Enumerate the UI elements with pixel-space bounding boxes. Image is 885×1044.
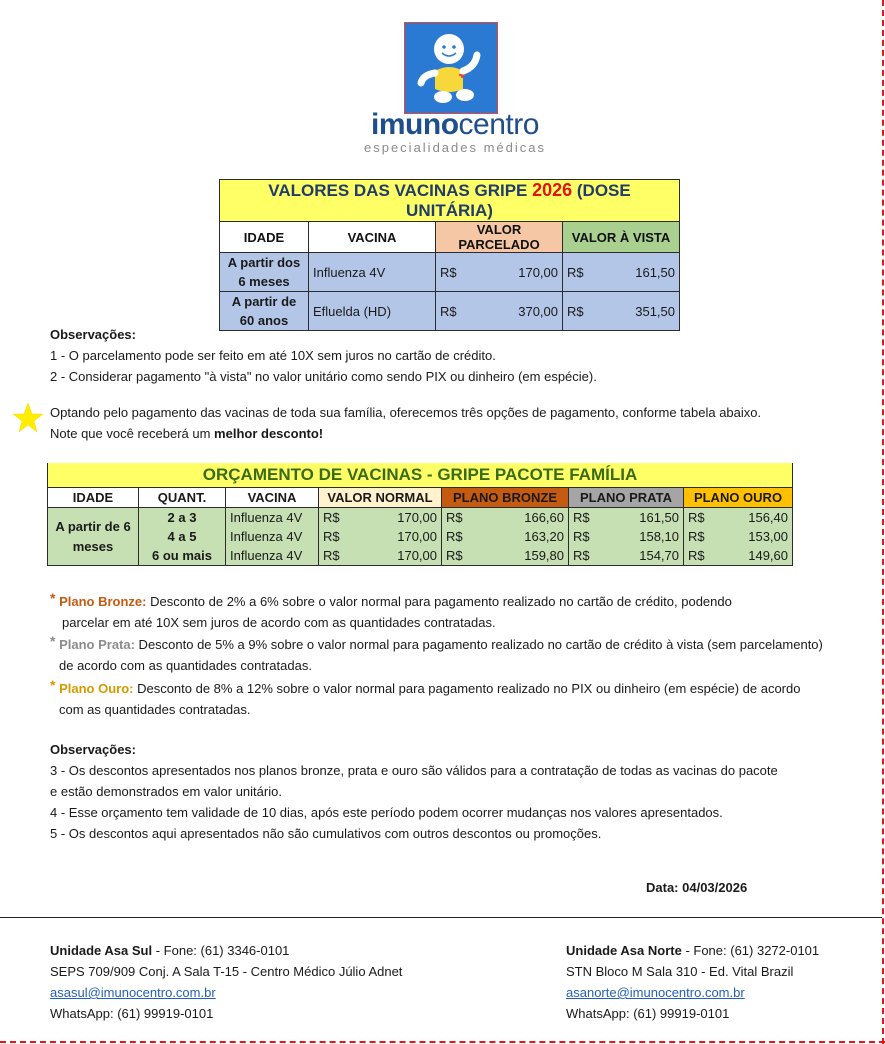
prata-cell (569, 527, 684, 546)
header-vacina: VACINA (309, 222, 436, 253)
observation-item: e estão demonstrados em valor unitário. (50, 784, 282, 799)
vista-cell (563, 253, 680, 292)
package-price-table (47, 463, 793, 566)
title-prefix: VALORES DAS VACINAS GRIPE (268, 181, 533, 200)
header-plano-prata: PLANO PRATA (569, 488, 684, 508)
header-vacina: VACINA (226, 488, 319, 508)
header-plano-bronze: PLANO BRONZE (442, 488, 569, 508)
amount: 170,00 (397, 529, 437, 544)
observations-title: Observações: (50, 742, 136, 757)
amount: 149,60 (748, 548, 788, 563)
amount: 170,00 (518, 264, 558, 280)
amount: 163,20 (524, 529, 564, 544)
normal-cell (319, 546, 442, 566)
currency: R$ (446, 510, 463, 525)
currency: R$ (567, 303, 584, 319)
normal-cell (319, 508, 442, 528)
asterisk-icon: * (50, 677, 56, 693)
ouro-cell (684, 546, 793, 566)
bronze-cell (442, 527, 569, 546)
plan-ouro-note (50, 678, 800, 720)
header-valor-normal: VALOR NORMAL (319, 488, 442, 508)
amount: 161,50 (639, 510, 679, 525)
currency: R$ (446, 548, 463, 563)
observation-item: 4 - Esse orçamento tem validade de 10 dias, após este período podem ocorrer mudanças nos valores apresentados. (50, 805, 723, 820)
vaccine-cell: Efluelda (HD) (309, 292, 436, 331)
family-note-line2 (50, 423, 761, 444)
normal-cell (319, 527, 442, 546)
star-icon (12, 402, 44, 434)
asterisk-icon: * (50, 590, 56, 606)
age-cell: A partir de 60 anos (220, 292, 309, 331)
vaccine-cell: Influenza 4V (226, 546, 319, 566)
family-note-prefix: Note que você receberá um (50, 426, 215, 441)
family-note-bold: melhor desconto! (214, 426, 324, 441)
table-row (48, 546, 793, 566)
amount: 158,10 (639, 529, 679, 544)
plan-desc-cont: parcelar em até 10X sem juros de acordo com as quantidades contratadas. (62, 615, 496, 630)
family-note (50, 402, 761, 444)
header-idade: IDADE (48, 488, 139, 508)
observations-2 (50, 739, 778, 844)
age-cell: A partir de 6 meses (48, 508, 139, 566)
ouro-cell (684, 508, 793, 528)
age-cell: A partir dos 6 meses (220, 253, 309, 292)
footer-asa-norte (566, 940, 819, 1024)
amount: 351,50 (635, 303, 675, 319)
currency: R$ (323, 510, 340, 525)
vaccine-cell: Influenza 4V (226, 527, 319, 546)
table-row (48, 508, 793, 528)
plan-desc: Desconto de 8% a 12% sobre o valor normal para pagamento realizado no PIX ou dinheiro (em espécie) de acordo (133, 681, 801, 696)
baby-mascot-logo-icon (404, 22, 498, 114)
page-border-bottom (0, 1041, 885, 1043)
bronze-cell (442, 546, 569, 566)
header-valor-parcelado: VALOR PARCELADO (436, 222, 563, 253)
observation-item: 1 - O parcelamento pode ser feito em até 10X sem juros no cartão de crédito. (50, 348, 496, 363)
bronze-cell (442, 508, 569, 528)
plan-desc: Desconto de 2% a 6% sobre o valor normal para pagamento realizado no cartão de crédito, podendo (146, 594, 732, 609)
family-note-line1: Optando pelo pagamento das vacinas de toda sua família, oferecemos três opções de pagamento, conforme tabela abaixo. (50, 405, 762, 420)
amount: 370,00 (518, 303, 558, 319)
prata-cell (569, 508, 684, 528)
unit-name: Unidade Asa Norte (566, 943, 682, 958)
ouro-cell (684, 527, 793, 546)
unit-address: STN Bloco M Sala 310 - Ed. Vital Brazil (566, 964, 794, 979)
logo (355, 14, 555, 159)
asterisk-icon: * (50, 633, 56, 649)
currency: R$ (573, 529, 590, 544)
prata-cell (569, 546, 684, 566)
plan-name: Plano Ouro: (59, 681, 134, 696)
unit-address: SEPS 709/909 Conj. A Sala T-15 - Centro Médico Júlio Adnet (50, 964, 403, 979)
amount: 159,80 (524, 548, 564, 563)
header-valor-vista: VALOR À VISTA (563, 222, 680, 253)
title-year: 2026 (532, 180, 573, 200)
currency: R$ (446, 529, 463, 544)
plan-prata-note (50, 634, 823, 676)
amount: 154,70 (639, 548, 679, 563)
currency: R$ (688, 529, 705, 544)
parcelado-cell (436, 253, 563, 292)
qty-cell: 2 a 3 (139, 508, 226, 528)
logo-tagline: especialidades médicas (363, 140, 547, 155)
amount: 170,00 (397, 548, 437, 563)
currency: R$ (440, 264, 457, 280)
observations-1 (50, 324, 597, 387)
observation-item: 2 - Considerar pagamento "à vista" no valor unitário como sendo PIX ou dinheiro (em espécie). (50, 369, 597, 384)
plan-desc-cont: com as quantidades contratadas. (59, 702, 251, 717)
table-row (48, 527, 793, 546)
logo-wordmark (355, 108, 555, 142)
currency: R$ (440, 303, 457, 319)
vaccine-cell: Influenza 4V (309, 253, 436, 292)
plan-name: Plano Prata: (59, 637, 135, 652)
unit-name: Unidade Asa Sul (50, 943, 153, 958)
unit-table-title (220, 180, 680, 222)
header-plano-ouro: PLANO OURO (684, 488, 793, 508)
vaccine-cell: Influenza 4V (226, 508, 319, 528)
qty-cell: 6 ou mais (139, 546, 226, 566)
logo-brand-bold: imuno (371, 108, 459, 141)
currency: R$ (323, 529, 340, 544)
footer-divider (0, 917, 882, 918)
plan-name: Plano Bronze: (59, 594, 147, 609)
unit-email-link[interactable]: asanorte@imunocentro.com.br (566, 985, 745, 1000)
plan-bronze-note (50, 591, 732, 633)
qty-cell: 4 a 5 (139, 527, 226, 546)
amount: 156,40 (748, 510, 788, 525)
unit-email-link[interactable]: asasul@imunocentro.com.br (50, 985, 216, 1000)
amount: 153,00 (748, 529, 788, 544)
plan-desc-cont: de acordo com as quantidades contratadas. (59, 658, 312, 673)
currency: R$ (688, 548, 705, 563)
currency: R$ (567, 264, 584, 280)
page-border-right (882, 0, 884, 1044)
footer-asa-sul (50, 940, 402, 1024)
currency: R$ (573, 510, 590, 525)
package-table-title: ORÇAMENTO DE VACINAS - GRIPE PACOTE FAMÍLIA (48, 463, 793, 488)
amount: 170,00 (397, 510, 437, 525)
unit-phone: - Fone: (61) 3346-0101 (152, 943, 290, 958)
unit-price-table (219, 179, 680, 331)
amount: 166,60 (524, 510, 564, 525)
logo-brand-light: centro (458, 108, 539, 141)
observation-item: 5 - Os descontos aqui apresentados não são cumulativos com outros descontos ou promoções. (50, 826, 602, 841)
amount: 161,50 (635, 264, 675, 280)
currency: R$ (573, 548, 590, 563)
plan-desc: Desconto de 5% a 9% sobre o valor normal para pagamento realizado no cartão de crédito à vista (sem parcelamento) (134, 637, 823, 652)
header-idade: IDADE (220, 222, 309, 253)
currency: R$ (323, 548, 340, 563)
observation-item: 3 - Os descontos apresentados nos planos bronze, prata e ouro são válidos para a contratação de todas as vacinas do pacote (50, 763, 778, 778)
unit-whatsapp: WhatsApp: (61) 99919-0101 (566, 1006, 730, 1021)
table-row (220, 253, 680, 292)
unit-whatsapp: WhatsApp: (61) 99919-0101 (50, 1006, 214, 1021)
header-quant: QUANT. (139, 488, 226, 508)
unit-phone: - Fone: (61) 3272-0101 (681, 943, 820, 958)
title-suffix: (DOSE UNITÁRIA) (406, 181, 631, 220)
currency: R$ (688, 510, 705, 525)
document-date: Data: 04/03/2026 (646, 880, 748, 895)
observations-title: Observações: (50, 327, 136, 342)
